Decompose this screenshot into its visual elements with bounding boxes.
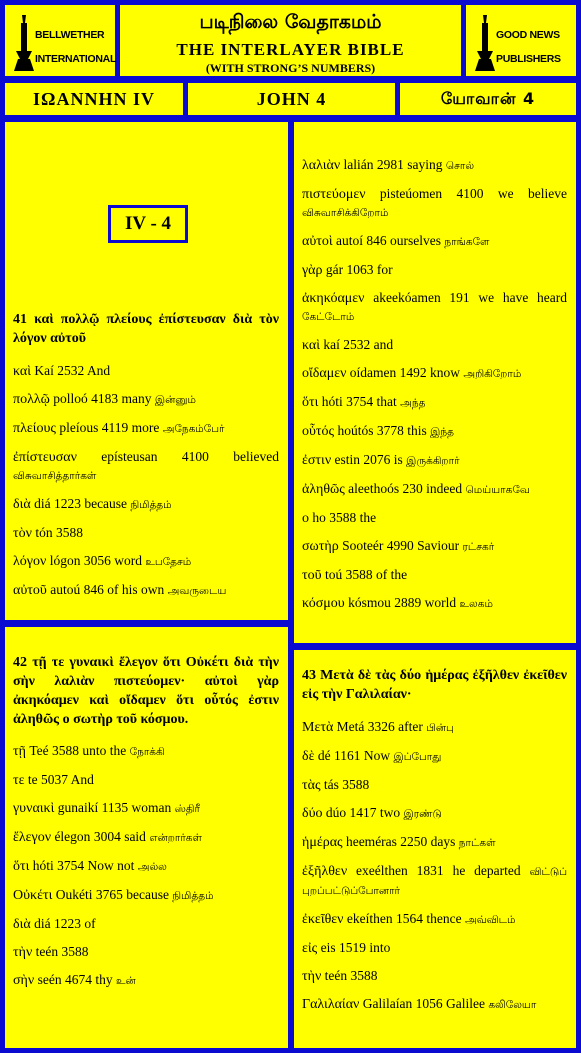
transliteration: epísteusan [101,449,158,464]
strong-number: 2250 [400,834,428,849]
transliteration: Sooteér [342,538,384,553]
reference-english [186,81,397,117]
transliteration: aleethoós [348,481,400,496]
word-entry [302,804,567,823]
title-panel [118,3,463,78]
strong-number: 3588 [350,968,378,983]
strong-number: 3326 [367,719,395,734]
english-gloss: of [84,916,96,931]
transliteration: pleíous [59,420,99,435]
greek-word: ἀκηκόαμεν [302,291,365,306]
strong-number: 2981 [376,157,404,172]
word-entry [302,747,567,766]
word-entry [13,419,279,438]
reference-tamil [398,81,578,117]
logo-text-line1: BELLWETHER [35,29,105,41]
greek-word: ἐξῆλθεν [302,864,348,879]
word-entry [302,776,567,794]
english-gloss: ourselves [390,233,442,248]
english-gloss: after [398,719,423,734]
english-gloss: of his own [107,582,165,597]
english-gloss: And [86,363,111,378]
tamil-gloss: நிமித்தம் [172,890,214,902]
english-gloss: know [430,365,461,380]
reference-english-text: JOHN 4 [256,89,327,109]
greek-word: διὰ [13,497,31,512]
english-gloss: woman [131,800,172,815]
english-gloss: unto the [82,743,127,758]
greek-word: αὐτοὶ [302,234,333,249]
tamil-gloss: அவருடைய [167,585,227,597]
tamil-gloss: அநேகம்பேர் [162,423,225,435]
verse-42-text: 42 τῇ τε γυναικὶ ἔλεγον ὅτι Οὐκέτι διὰ τὴν σὴν λαλιὰν πιστεύομεν· αὐτοὶ γὰρ ἀκηκόαμεν καὶ οἴδαμεν ὅτι οὗτός ἐστιν ἀληθῶς ο σωτὴρ τοῦ κόσμου. [13,655,279,727]
transliteration: dúo [325,805,347,820]
logo-text-line1: GOOD NEWS [496,29,560,41]
verse-43-block [302,666,567,1024]
word-entry [13,828,279,847]
tamil-gloss: அல்ல [137,861,167,873]
transliteration: akeekóamen [373,290,441,305]
english-gloss: indeed [426,481,463,496]
tamil-gloss: இந்த [430,426,454,438]
transliteration: tón [35,525,53,540]
tamil-gloss: ஸ்திரீ [174,803,200,815]
strong-number: 4100 [456,186,484,201]
greek-word: ἀληθῶς [302,482,345,497]
tamil-gloss: மெய்யாகவே [465,484,530,496]
transliteration: exeélthen [356,863,408,878]
transliteration: Metá [336,719,365,734]
word-entry [13,799,279,818]
transliteration: diá [34,496,51,511]
transliteration: toú [324,567,343,582]
greek-word: ἐκεῖθεν [302,912,344,927]
tamil-gloss: அந்த [400,397,426,409]
greek-word: ὅτι [302,395,319,410]
verse-42-block [13,653,279,1000]
english-gloss: Saviour [417,538,460,553]
tamil-gloss: நாட்கள் [458,837,496,849]
transliteration: dé [317,748,331,763]
greek-word: σὴν [13,973,35,988]
english-gloss: thence [426,911,462,926]
word-entry [13,362,279,380]
english-gloss: many [121,391,152,406]
greek-word: λαλιὰν [302,158,341,173]
word-entry [302,995,567,1014]
greek-word: τοῦ [302,568,322,583]
panel-verse-43 [292,648,578,1050]
strong-number: 1492 [399,365,427,380]
verse-42-entries [13,742,279,990]
transliteration: Kaí [34,363,54,378]
transliteration: oídamen [349,365,397,380]
word-entry [302,862,567,900]
strong-number: 5037 [41,772,69,787]
transliteration: pisteúomen [379,186,443,201]
word-entry [302,261,567,279]
english-gloss: thy [95,972,113,987]
tamil-gloss: பின்பு [426,722,454,734]
tamil-gloss: விசுவாசிக்கிறோம் [302,207,389,219]
strong-number: 2532 [343,337,371,352]
english-gloss: the [359,510,377,525]
panel-verse-41 [3,120,290,622]
verse-41-cont-entries [302,156,567,613]
transliteration: te [27,772,38,787]
reference-tamil-text: யோவான் 4 [440,89,536,108]
english-gloss: is [393,452,403,467]
transliteration: eis [320,940,336,955]
verse-43-entries [302,718,567,1014]
tamil-gloss: உன் [115,975,136,987]
transliteration: hóti [32,858,54,873]
title-tamil: படிநிலை வேதாகமம் [199,11,382,33]
greek-word: ὅτι [13,859,30,874]
strong-number: 4674 [64,972,92,987]
strong-number: 1564 [395,911,423,926]
tamil-gloss: நோக்கி [129,746,165,758]
strong-number: 3754 [57,858,85,873]
word-entry [302,480,567,499]
greek-word: λόγον [13,554,47,569]
strong-number: 2532 [57,363,85,378]
strong-number: 4100 [181,449,209,464]
logo-text-line2: PUBLISHERS [496,53,561,65]
reference-greek [3,81,185,117]
strong-number: 846 [366,233,387,248]
panel-verse-41-cont [292,120,578,645]
word-entry [302,422,567,441]
word-entry [13,886,279,905]
english-gloss: that [376,394,397,409]
greek-word: ἔλεγον [13,830,52,845]
greek-word: πιστεύομεν [302,187,366,202]
transliteration: hoútós [337,423,374,438]
english-gloss: said [124,829,146,844]
english-gloss: this [407,423,427,438]
english-gloss: saying [407,157,443,172]
goodnews-logo-panel [464,3,578,78]
strong-number: 1135 [101,800,129,815]
word-entry [13,857,279,876]
tamil-gloss: கலிலேயா [488,999,537,1011]
greek-word: ἐπίστευσαν [13,450,77,465]
transliteration: lógon [49,553,81,568]
transliteration: teén [324,968,348,983]
strong-number: 1056 [415,996,443,1011]
strong-number: 3588 [342,777,370,792]
strong-number: 3588 [55,525,83,540]
english-gloss: believed [233,449,280,464]
bellwether-logo [13,13,117,73]
word-entry [13,524,279,542]
greek-word: διὰ [13,917,31,932]
greek-word: πολλῷ [13,392,50,407]
english-gloss: world [424,595,457,610]
word-entry [302,336,567,354]
english-gloss: word [114,553,142,568]
tamil-gloss: நாங்களே [444,236,490,248]
word-entry [13,552,279,571]
greek-word: ἐστιν [302,453,332,468]
strong-number: 1161 [333,748,361,763]
transliteration: ekeíthen [346,911,393,926]
transliteration: teén [35,944,59,959]
english-gloss: we have heard [478,290,568,305]
strong-number: 1417 [349,805,377,820]
logo-text-line2: INTERNATIONAL [35,53,117,65]
greek-word: εἰς [302,941,318,956]
transliteration: autoí [336,233,364,248]
tamil-gloss: இரண்டு [403,808,442,820]
word-entry [302,156,567,175]
english-gloss: Now [363,748,391,763]
word-entry [13,448,279,485]
strong-number: 3754 [346,394,374,409]
tamil-gloss: கேட்டோம் [302,311,355,323]
greek-word: τὴν [302,969,322,984]
verse-43-text: 43 Μετὰ δὲ τὰς δύο ἡμέρας ἐξῆλθεν ἐκεῖθεν εἰς τὴν Γαλιλαίαν· [302,668,567,702]
transliteration: kósmou [348,595,391,610]
strong-number: 230 [402,481,423,496]
word-entry [302,594,567,613]
word-entry [13,971,279,990]
strong-number: 4183 [91,391,119,406]
tamil-gloss: இருக்கிறார் [406,455,460,467]
word-entry [302,232,567,251]
english-gloss: for [376,262,393,277]
word-entry [302,566,567,584]
chapter-box: IV - 4 [108,205,188,243]
greek-word: ἡμέρας [302,835,343,850]
word-entry [302,185,567,222]
greek-word: οὗτός [302,424,335,439]
tamil-gloss: விட்டுப் புறப்பட்டுப்போனார் [302,866,568,897]
bellwether-logo-panel [3,3,117,78]
english-gloss: and [373,337,394,352]
transliteration: Teé [29,743,49,758]
tamil-gloss: உபதேசம் [145,556,192,568]
strong-number: 2076 [363,452,391,467]
transliteration: diá [34,916,51,931]
strong-number: 4990 [386,538,414,553]
greek-word: γὰρ [302,263,323,278]
english-gloss: two [379,805,401,820]
strong-number: 3056 [83,553,111,568]
transliteration: lalián [343,157,374,172]
verse-41-entries [13,362,279,600]
greek-word: γυναικὶ [13,801,55,816]
page-title: THE INTERLAYER BIBLE [176,40,405,59]
transliteration: autoú [50,582,81,597]
word-entry [302,451,567,470]
english-gloss: Now not [87,858,135,873]
word-entry [302,393,567,412]
reference-greek-text: ΙΩΑΝΝΗΝ IV [33,89,155,109]
word-entry [13,390,279,409]
english-gloss: Galilee [445,996,485,1011]
word-entry [13,915,279,933]
transliteration: seén [37,972,62,987]
transliteration: ho [312,510,326,525]
strong-number: 191 [449,290,470,305]
word-entry [302,967,567,985]
greek-word: κόσμου [302,596,345,611]
greek-word: τὰς [302,778,321,793]
verse-41-block [13,310,279,610]
strong-number: 1831 [416,863,444,878]
strong-number: 3765 [95,887,123,902]
strong-number: 3588 [345,567,373,582]
english-gloss: more [131,420,160,435]
strong-number: 3004 [93,829,121,844]
word-entry [13,495,279,514]
word-entry [13,742,279,761]
transliteration: gunaikí [57,800,99,815]
greek-word: πλείους [13,421,56,436]
strong-number: 1223 [53,916,81,931]
greek-word: ο [302,511,309,526]
strong-number: 3588 [52,743,79,758]
strong-number: 4119 [101,420,129,435]
english-gloss: because [126,887,169,902]
strong-number: 3778 [376,423,404,438]
page-subtitle: (WITH STRONG’S NUMBERS) [205,61,376,75]
greek-word: τὸν [13,526,32,541]
word-entry [302,910,567,929]
transliteration: Galilaían [362,996,413,1011]
tamil-gloss: இப்போது [393,751,442,763]
panel-verse-42 [3,625,290,1050]
greek-word: Μετὰ [302,720,334,735]
tamil-gloss: சொல் [445,160,475,172]
greek-word: δὲ [302,749,315,764]
greek-word: αὐτοῦ [13,583,47,598]
greek-word: τῇ [13,744,26,759]
greek-word: Οὐκέτι [13,888,53,903]
word-entry [13,943,279,961]
english-gloss: into [369,940,391,955]
english-gloss: we believe [497,186,568,201]
verse-41-cont-block [302,156,567,623]
word-entry [13,581,279,600]
verse-41-text: 41 καὶ πολλῷ πλείους ἐπίστευσαν διὰ τὸν λόγον αὐτοῦ [13,312,279,346]
transliteration: Oukéti [55,887,93,902]
transliteration: élegon [54,829,91,844]
transliteration: hóti [321,394,343,409]
transliteration: kaí [323,337,340,352]
english-gloss: he departed [452,863,521,878]
greek-word: καὶ [13,364,32,379]
english-gloss: of the [375,567,408,582]
torch-icon [13,13,35,73]
word-entry [302,939,567,957]
tamil-gloss: இன்னும் [154,394,196,406]
word-entry [302,509,567,527]
greek-word: δύο [302,806,323,821]
tamil-gloss: உலகம் [459,598,493,610]
strong-number: 1223 [53,496,81,511]
greek-word: Γαλιλαίαν [302,997,360,1012]
english-gloss: because [84,496,128,511]
strong-number: 3588 [329,510,357,525]
word-entry [302,537,567,556]
strong-number: 1063 [346,262,374,277]
tamil-gloss: விசுவாசித்தார்கள் [13,470,97,482]
english-gloss: And [70,772,94,787]
word-entry [302,833,567,852]
transliteration: estin [334,452,361,467]
word-entry [13,771,279,789]
transliteration: heeméras [345,834,397,849]
greek-word: τὴν [13,945,33,960]
transliteration: polloó [53,391,88,406]
greek-word: σωτὴρ [302,539,339,554]
tamil-gloss: அறிகிறோம் [463,368,522,380]
transliteration: tás [323,777,339,792]
tamil-gloss: என்றார்கள் [149,832,202,844]
word-entry [302,289,567,326]
word-entry [302,364,567,383]
greek-word: οἴδαμεν [302,366,347,381]
word-entry [302,718,567,737]
transliteration: gár [325,262,344,277]
goodnews-logo [474,13,570,73]
strong-number: 1519 [338,940,366,955]
greek-word: καὶ [302,338,321,353]
tamil-gloss: ரட்சகர் [462,541,495,553]
tamil-gloss: நிமித்தம் [130,499,172,511]
strong-number: 846 [83,582,104,597]
english-gloss: days [430,834,456,849]
tamil-gloss: அவ்விடம் [464,914,516,926]
strong-number: 2889 [394,595,422,610]
strong-number: 3588 [61,944,89,959]
greek-word: τε [13,773,25,788]
torch-icon [474,13,496,73]
